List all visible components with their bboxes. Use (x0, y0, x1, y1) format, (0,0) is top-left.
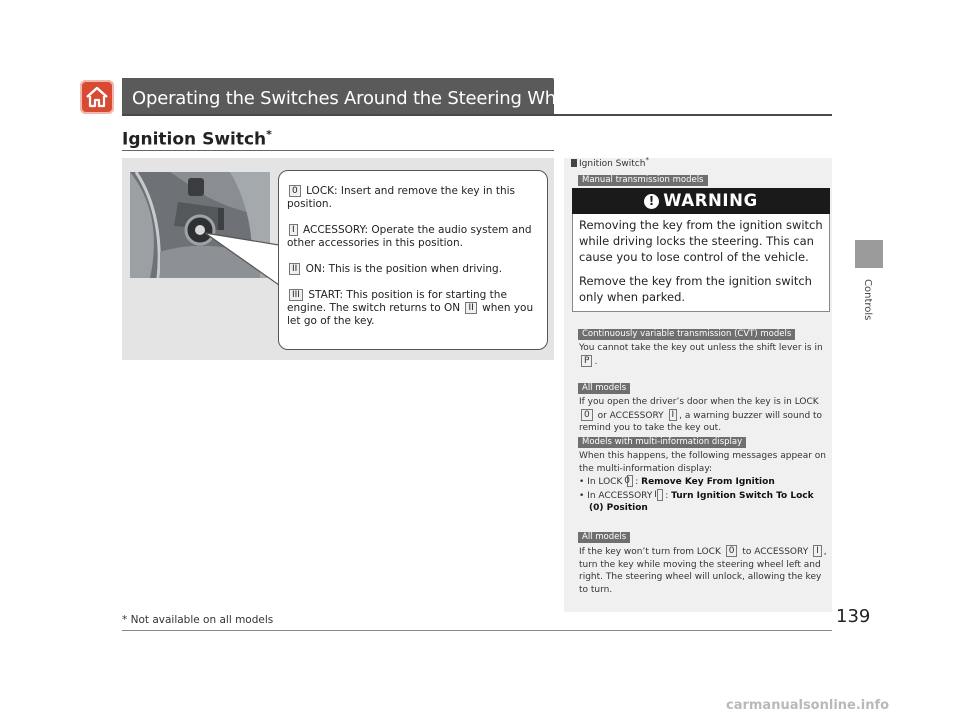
heading-text: Ignition Switch (122, 129, 267, 150)
chapter-tab-label: Controls (862, 279, 873, 321)
key-position-ii: II (289, 263, 300, 275)
tab-manual-models: Manual transmission models (578, 175, 708, 186)
footnote: * Not available on all models (122, 614, 274, 626)
callout-box (278, 170, 548, 350)
home-button[interactable] (80, 80, 114, 114)
watermark: carmanualsonline.info (726, 698, 890, 713)
warning-text: Removing the key from the ignition switch while driving locks the steering. This can cause you to lose control of the vehicle. Remove the key from the ignition switch only when parked. (579, 218, 823, 304)
key-position-i: I (289, 224, 298, 236)
heading-rule (122, 150, 554, 151)
buzzer-paragraph: If you open the driver’s door when the key is in LOCK 0 or ACCESSORY I , a warning buzzer will sound to remind you to take the key out. (579, 397, 823, 433)
page-number: 139 (836, 606, 871, 627)
callout-item-accessory: I ACCESSORY: Operate the audio system and other accessories in this position. (287, 224, 532, 249)
warning-header: ! WARNING (572, 188, 830, 214)
section-rule (122, 114, 832, 116)
callout-item-on: II ON: This is the position when driving. (287, 263, 539, 276)
callout-pointer (205, 225, 285, 305)
list-item: • In ACCESSORY I : Turn Ignition Switch To Lock (0) Position (579, 489, 814, 513)
callout-item-lock: 0 LOCK: Insert and remove the key in this position. (287, 185, 516, 210)
sidebar-heading[interactable]: Ignition Switch* (571, 156, 649, 169)
mid-paragraph: When this happens, the following messages appear on the multi-information display: • In LOCK 0 : Remove Key From Ignition • In ACCESSORY I : Turn Ignition Switch To Lock (0) Position (579, 451, 826, 513)
steering-unlock-paragraph: If the key won’t turn from LOCK 0 to ACCESSORY I , turn the key while moving the steering wheel left and right. The steering wheel will unlock, allowing the key to turn. (579, 546, 827, 595)
heading-footnote-mark: * (266, 128, 272, 141)
home-icon (85, 86, 109, 108)
tab-mid-models: Models with multi-information display (578, 437, 746, 448)
bookmark-icon (571, 159, 577, 167)
section-title: Operating the Switches Around the Steering Wheel (132, 88, 583, 109)
key-position-ii: II (465, 302, 476, 314)
warning-icon: ! (644, 194, 659, 209)
cvt-paragraph: You cannot take the key out unless the shift lever is in P . (579, 343, 823, 367)
tab-all-models-2: All models (578, 532, 630, 543)
list-item: • In LOCK 0 : Remove Key From Ignition (579, 476, 775, 487)
tab-cvt-models: Continuously variable transmission (CVT) models (578, 329, 795, 340)
key-position-p: P (581, 355, 592, 367)
page-heading (122, 128, 272, 150)
chapter-tab-marker[interactable] (855, 240, 883, 268)
tab-all-models: All models (578, 383, 630, 394)
key-position-0: 0 (289, 185, 301, 197)
callout-item-start: III START: This position is for starting the engine. The switch returns to ON II when you let go of the key. (287, 289, 534, 327)
key-position-iii: III (289, 289, 303, 301)
footer-rule (122, 630, 832, 631)
